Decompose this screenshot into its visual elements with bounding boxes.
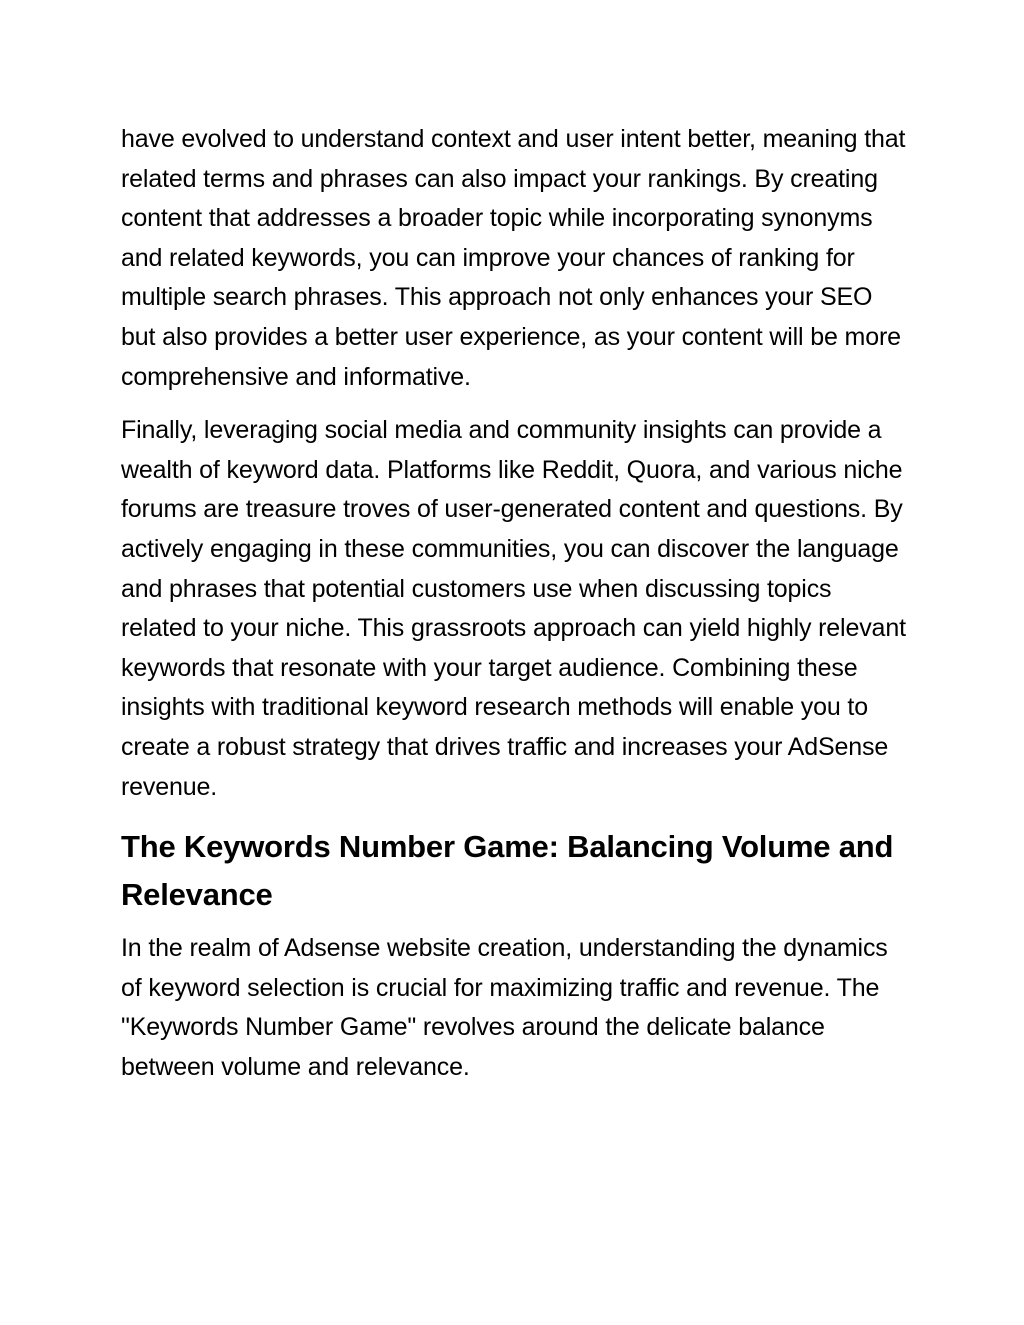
- paragraph-keywords-number-game: In the realm of Adsense website creation, understanding the dynamics of keyword selection is crucial for maximizing traffic and revenue. The "Keywords Number Game" revolves around the delicate balance between volume and relevance.: [121, 934, 888, 1081]
- section-heading: The Keywords Number Game: Balancing Volume and Relevance: [121, 829, 894, 913]
- paragraph-social-media-insights: Finally, leveraging social media and community insights can provide a wealth of keyword data. Platforms like Reddit, Quora, and various niche forums are treasure troves of user-generated content and questions. By actively engaging in these communities, you can discover the language and phrases that potential customers use when discussing topics related to your niche. This grassroots approach can yield highly relevant keywords that resonate with your target audience. Combining these insights with traditional keyword research methods will enable you to create a robust strategy that drives traffic and increases your AdSense revenue.: [121, 416, 906, 801]
- document-page: [121, 120, 911, 1087]
- paragraph-semantic-keywords: have evolved to understand context and user intent better, meaning that related terms and phrases can also impact your rankings. By creating content that addresses a broader topic while incorporating synonyms and related keywords, you can improve your chances of ranking for multiple search phrases. This approach not only enhances your SEO but also provides a better user experience, as your content will be more comprehensive and informative.: [121, 125, 906, 391]
